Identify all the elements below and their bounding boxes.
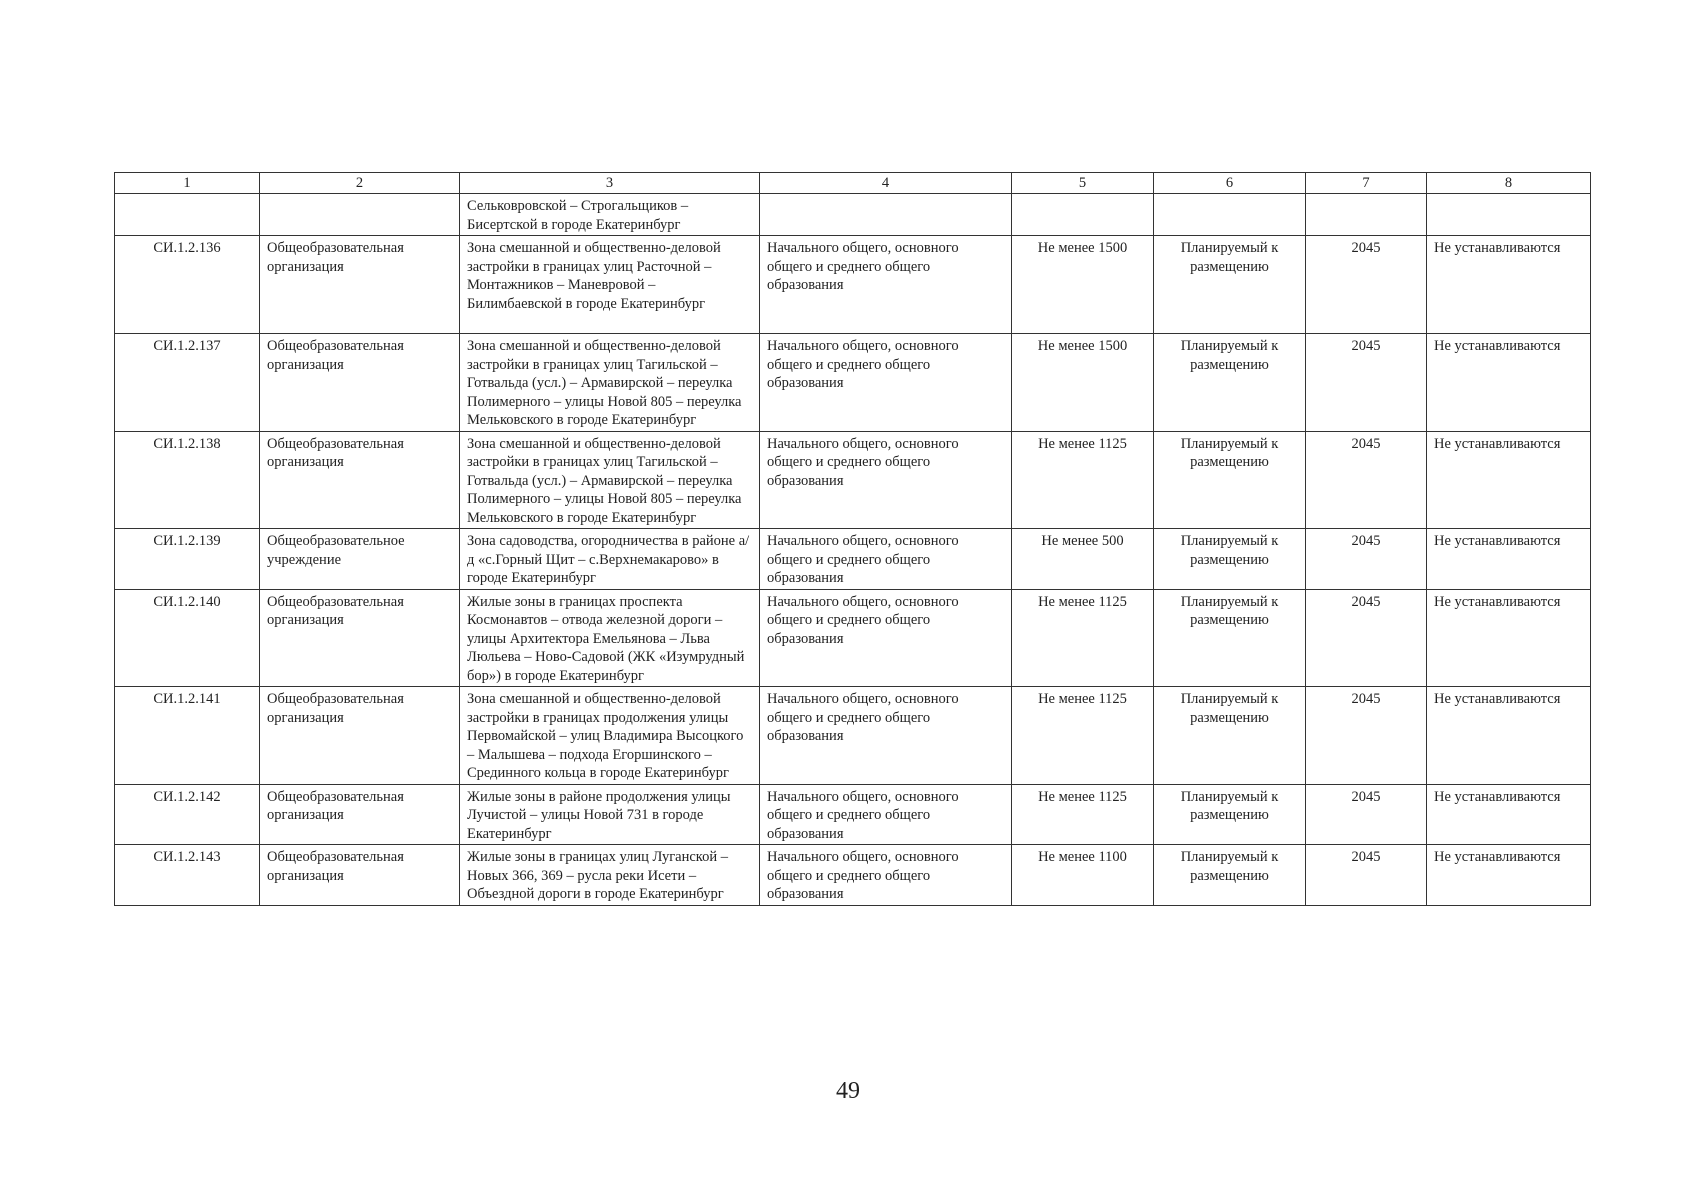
status-cell: Планируемый к размещению (1154, 236, 1306, 334)
status-cell: Планируемый к размещению (1154, 589, 1306, 687)
capacity-cell (1012, 194, 1154, 236)
capacity-cell: Не менее 1125 (1012, 431, 1154, 529)
table-row (115, 194, 1591, 236)
purpose-cell (760, 194, 1012, 236)
object-code-cell: СИ.1.2.138 (115, 431, 260, 529)
capacity-cell: Не менее 1125 (1012, 687, 1154, 785)
table-row (115, 334, 1591, 432)
zone-limit-cell: Не устанавливаются (1427, 431, 1591, 529)
table-row (115, 589, 1591, 687)
status-cell: Планируемый к размещению (1154, 784, 1306, 845)
purpose-cell: Начального общего, основного общего и среднего общего образования (760, 784, 1012, 845)
capacity-cell: Не менее 1500 (1012, 236, 1154, 334)
zone-limit-cell: Не устанавливаются (1427, 334, 1591, 432)
zone-limit-cell: Не устанавливаются (1427, 236, 1591, 334)
capacity-cell: Не менее 1125 (1012, 784, 1154, 845)
column-header: 6 (1154, 173, 1306, 194)
table-row (115, 845, 1591, 906)
object-code-cell: СИ.1.2.142 (115, 784, 260, 845)
object-type-cell: Общеобразовательная организация (260, 589, 460, 687)
object-type-cell: Общеобразовательное учреждение (260, 529, 460, 590)
object-type-cell: Общеобразовательная организация (260, 845, 460, 906)
object-type-cell (260, 194, 460, 236)
column-header: 7 (1306, 173, 1427, 194)
table-row (115, 431, 1591, 529)
status-cell: Планируемый к размещению (1154, 334, 1306, 432)
column-header: 8 (1427, 173, 1591, 194)
purpose-cell: Начального общего, основного общего и среднего общего образования (760, 529, 1012, 590)
status-cell: Планируемый к размещению (1154, 431, 1306, 529)
column-header: 2 (260, 173, 460, 194)
column-header: 5 (1012, 173, 1154, 194)
object-type-cell: Общеобразовательная организация (260, 334, 460, 432)
location-cell: Зона смешанной и общественно-деловой застройки в границах продолжения улицы Первомайской – улиц Владимира Высоцкого – Малышева – подхода Егоршинского – Срединного кольца в городе Екатеринбург (460, 687, 760, 785)
location-cell: Зона смешанной и общественно-деловой застройки в границах улиц Тагильской – Готвальда (усл.) – Армавирской – переулка Полимерного – улицы Новой 805 – переулка Мельковского в городе Екатеринбург (460, 334, 760, 432)
capacity-cell: Не менее 1125 (1012, 589, 1154, 687)
zone-limit-cell: Не устанавливаются (1427, 687, 1591, 785)
status-cell: Планируемый к размещению (1154, 529, 1306, 590)
capacity-cell: Не менее 500 (1012, 529, 1154, 590)
location-cell: Зона смешанной и общественно-деловой застройки в границах улиц Расточной – Монтажников – Маневровой – Билимбаевской в городе Екатеринбург (460, 236, 760, 334)
location-cell: Жилые зоны в границах проспекта Космонавтов – отвода железной дороги – улицы Архитектора Емельянова – Льва Люльева – Ново-Садовой (ЖК «Изумрудный бор») в городе Екатеринбург (460, 589, 760, 687)
object-type-cell: Общеобразовательная организация (260, 236, 460, 334)
zone-limit-cell: Не устанавливаются (1427, 529, 1591, 590)
year-cell: 2045 (1306, 334, 1427, 432)
column-header: 1 (115, 173, 260, 194)
table-row (115, 236, 1591, 334)
column-header: 3 (460, 173, 760, 194)
year-cell: 2045 (1306, 784, 1427, 845)
purpose-cell: Начального общего, основного общего и среднего общего образования (760, 687, 1012, 785)
year-cell (1306, 194, 1427, 236)
location-cell: Зона смешанной и общественно-деловой застройки в границах улиц Тагильской – Готвальда (усл.) – Армавирской – переулка Полимерного – улицы Новой 805 – переулка Мельковского в городе Екатеринбург (460, 431, 760, 529)
table-row (115, 687, 1591, 785)
location-cell: Жилые зоны в границах улиц Луганской – Новых 366, 369 – русла реки Исети – Объездной дороги в городе Екатеринбург (460, 845, 760, 906)
purpose-cell: Начального общего, основного общего и среднего общего образования (760, 431, 1012, 529)
object-code-cell: СИ.1.2.137 (115, 334, 260, 432)
table-header-row (115, 173, 1591, 194)
year-cell: 2045 (1306, 589, 1427, 687)
object-type-cell: Общеобразовательная организация (260, 784, 460, 845)
purpose-cell: Начального общего, основного общего и среднего общего образования (760, 236, 1012, 334)
column-header: 4 (760, 173, 1012, 194)
object-code-cell: СИ.1.2.136 (115, 236, 260, 334)
objects-table (114, 172, 1591, 906)
object-code-cell: СИ.1.2.143 (115, 845, 260, 906)
status-cell: Планируемый к размещению (1154, 845, 1306, 906)
location-cell: Зона садоводства, огородничества в районе а/д «с.Горный Щит – с.Верхнемакарово» в городе Екатеринбург (460, 529, 760, 590)
status-cell (1154, 194, 1306, 236)
year-cell: 2045 (1306, 687, 1427, 785)
location-cell: Жилые зоны в районе продолжения улицы Лучистой – улицы Новой 731 в городе Екатеринбург (460, 784, 760, 845)
zone-limit-cell: Не устанавливаются (1427, 784, 1591, 845)
object-type-cell: Общеобразовательная организация (260, 431, 460, 529)
capacity-cell: Не менее 1100 (1012, 845, 1154, 906)
capacity-cell: Не менее 1500 (1012, 334, 1154, 432)
object-code-cell: СИ.1.2.141 (115, 687, 260, 785)
object-type-cell: Общеобразовательная организация (260, 687, 460, 785)
object-code-cell (115, 194, 260, 236)
zone-limit-cell: Не устанавливаются (1427, 845, 1591, 906)
year-cell: 2045 (1306, 431, 1427, 529)
year-cell: 2045 (1306, 529, 1427, 590)
location-cell: Сельковровской – Строгальщиков – Бисертской в городе Екатеринбург (460, 194, 760, 236)
object-code-cell: СИ.1.2.139 (115, 529, 260, 590)
zone-limit-cell (1427, 194, 1591, 236)
purpose-cell: Начального общего, основного общего и среднего общего образования (760, 589, 1012, 687)
year-cell: 2045 (1306, 845, 1427, 906)
table-row (115, 784, 1591, 845)
status-cell: Планируемый к размещению (1154, 687, 1306, 785)
purpose-cell: Начального общего, основного общего и среднего общего образования (760, 845, 1012, 906)
table-row (115, 529, 1591, 590)
page-number: 49 (836, 1078, 860, 1104)
purpose-cell: Начального общего, основного общего и среднего общего образования (760, 334, 1012, 432)
zone-limit-cell: Не устанавливаются (1427, 589, 1591, 687)
object-code-cell: СИ.1.2.140 (115, 589, 260, 687)
year-cell: 2045 (1306, 236, 1427, 334)
